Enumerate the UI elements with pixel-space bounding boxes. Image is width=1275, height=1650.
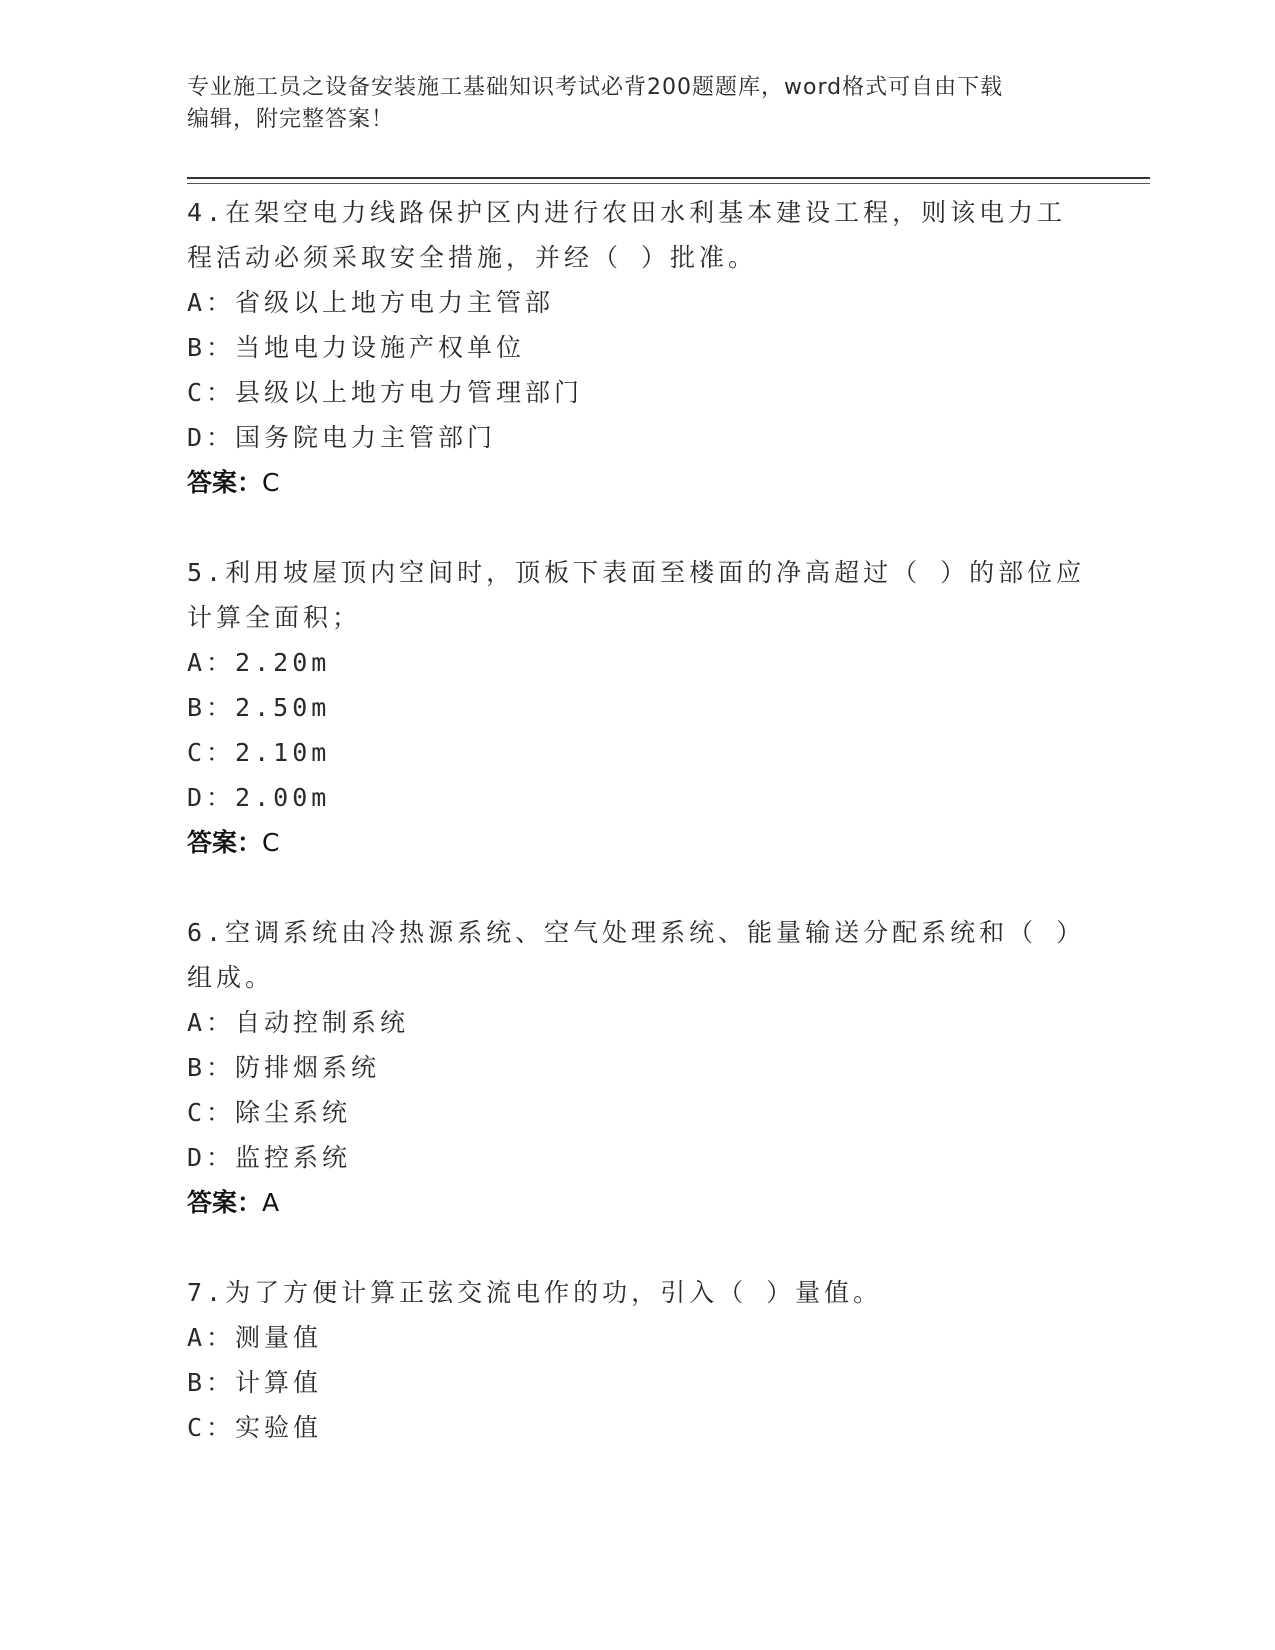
answer-line: [187, 1180, 1087, 1225]
header-line-1: 专业施工员之设备安装施工基础知识考试必背200题题库，word格式可自由下载: [187, 75, 1004, 100]
question-stem-line: 计算全面积；: [187, 603, 362, 632]
answer-label: 答案：: [187, 828, 263, 857]
option-d: D：国务院电力主管部门: [187, 423, 497, 452]
question-5: [187, 550, 1087, 865]
answer-line: [187, 820, 1087, 865]
document-header: [187, 72, 1087, 136]
question-7: [187, 1270, 1087, 1450]
option-c: C：2.10m: [187, 738, 331, 767]
header-line-2: 编辑，附完整答案！: [187, 107, 395, 132]
question-stem-line: 4.在架空电力线路保护区内进行农田水利基本建设工程，则该电力工: [187, 198, 1067, 227]
header-divider-thin: [187, 183, 1150, 184]
option-b: B：当地电力设施产权单位: [187, 333, 526, 362]
question-stem-line: 组成。: [187, 963, 275, 992]
question-stem-line: 6.空调系统由冷热源系统、空气处理系统、能量输送分配系统和（ ）: [187, 918, 1086, 947]
answer-line: [187, 460, 1087, 505]
option-b: B：2.50m: [187, 693, 331, 722]
question-stem-line: 7.为了方便计算正弦交流电作的功，引入（ ）量值。: [187, 1278, 883, 1307]
answer-value: A: [262, 1188, 280, 1217]
answer-value: C: [262, 828, 280, 857]
option-a: A：自动控制系统: [187, 1008, 410, 1037]
option-c: C：县级以上地方电力管理部门: [187, 378, 584, 407]
option-d: D：监控系统: [187, 1143, 352, 1172]
option-c: C：实验值: [187, 1413, 323, 1442]
option-a: A：测量值: [187, 1323, 323, 1352]
question-stem-line: 程活动必须采取安全措施，并经（ ）批准。: [187, 243, 758, 272]
question-list: [187, 190, 1087, 1450]
option-a: A：2.20m: [187, 648, 331, 677]
option-b: B：防排烟系统: [187, 1053, 381, 1082]
option-c: C：除尘系统: [187, 1098, 352, 1127]
answer-label: 答案：: [187, 468, 263, 497]
answer-label: 答案：: [187, 1188, 263, 1217]
option-b: B：计算值: [187, 1368, 323, 1397]
question-4: [187, 190, 1087, 505]
question-6: [187, 910, 1087, 1225]
option-a: A：省级以上地方电力主管部: [187, 288, 555, 317]
header-divider-thick: [187, 177, 1150, 179]
option-d: D：2.00m: [187, 783, 331, 812]
question-stem-line: 5.利用坡屋顶内空间时，顶板下表面至楼面的净高超过（ ）的部位应: [187, 558, 1086, 587]
answer-value: C: [262, 468, 280, 497]
